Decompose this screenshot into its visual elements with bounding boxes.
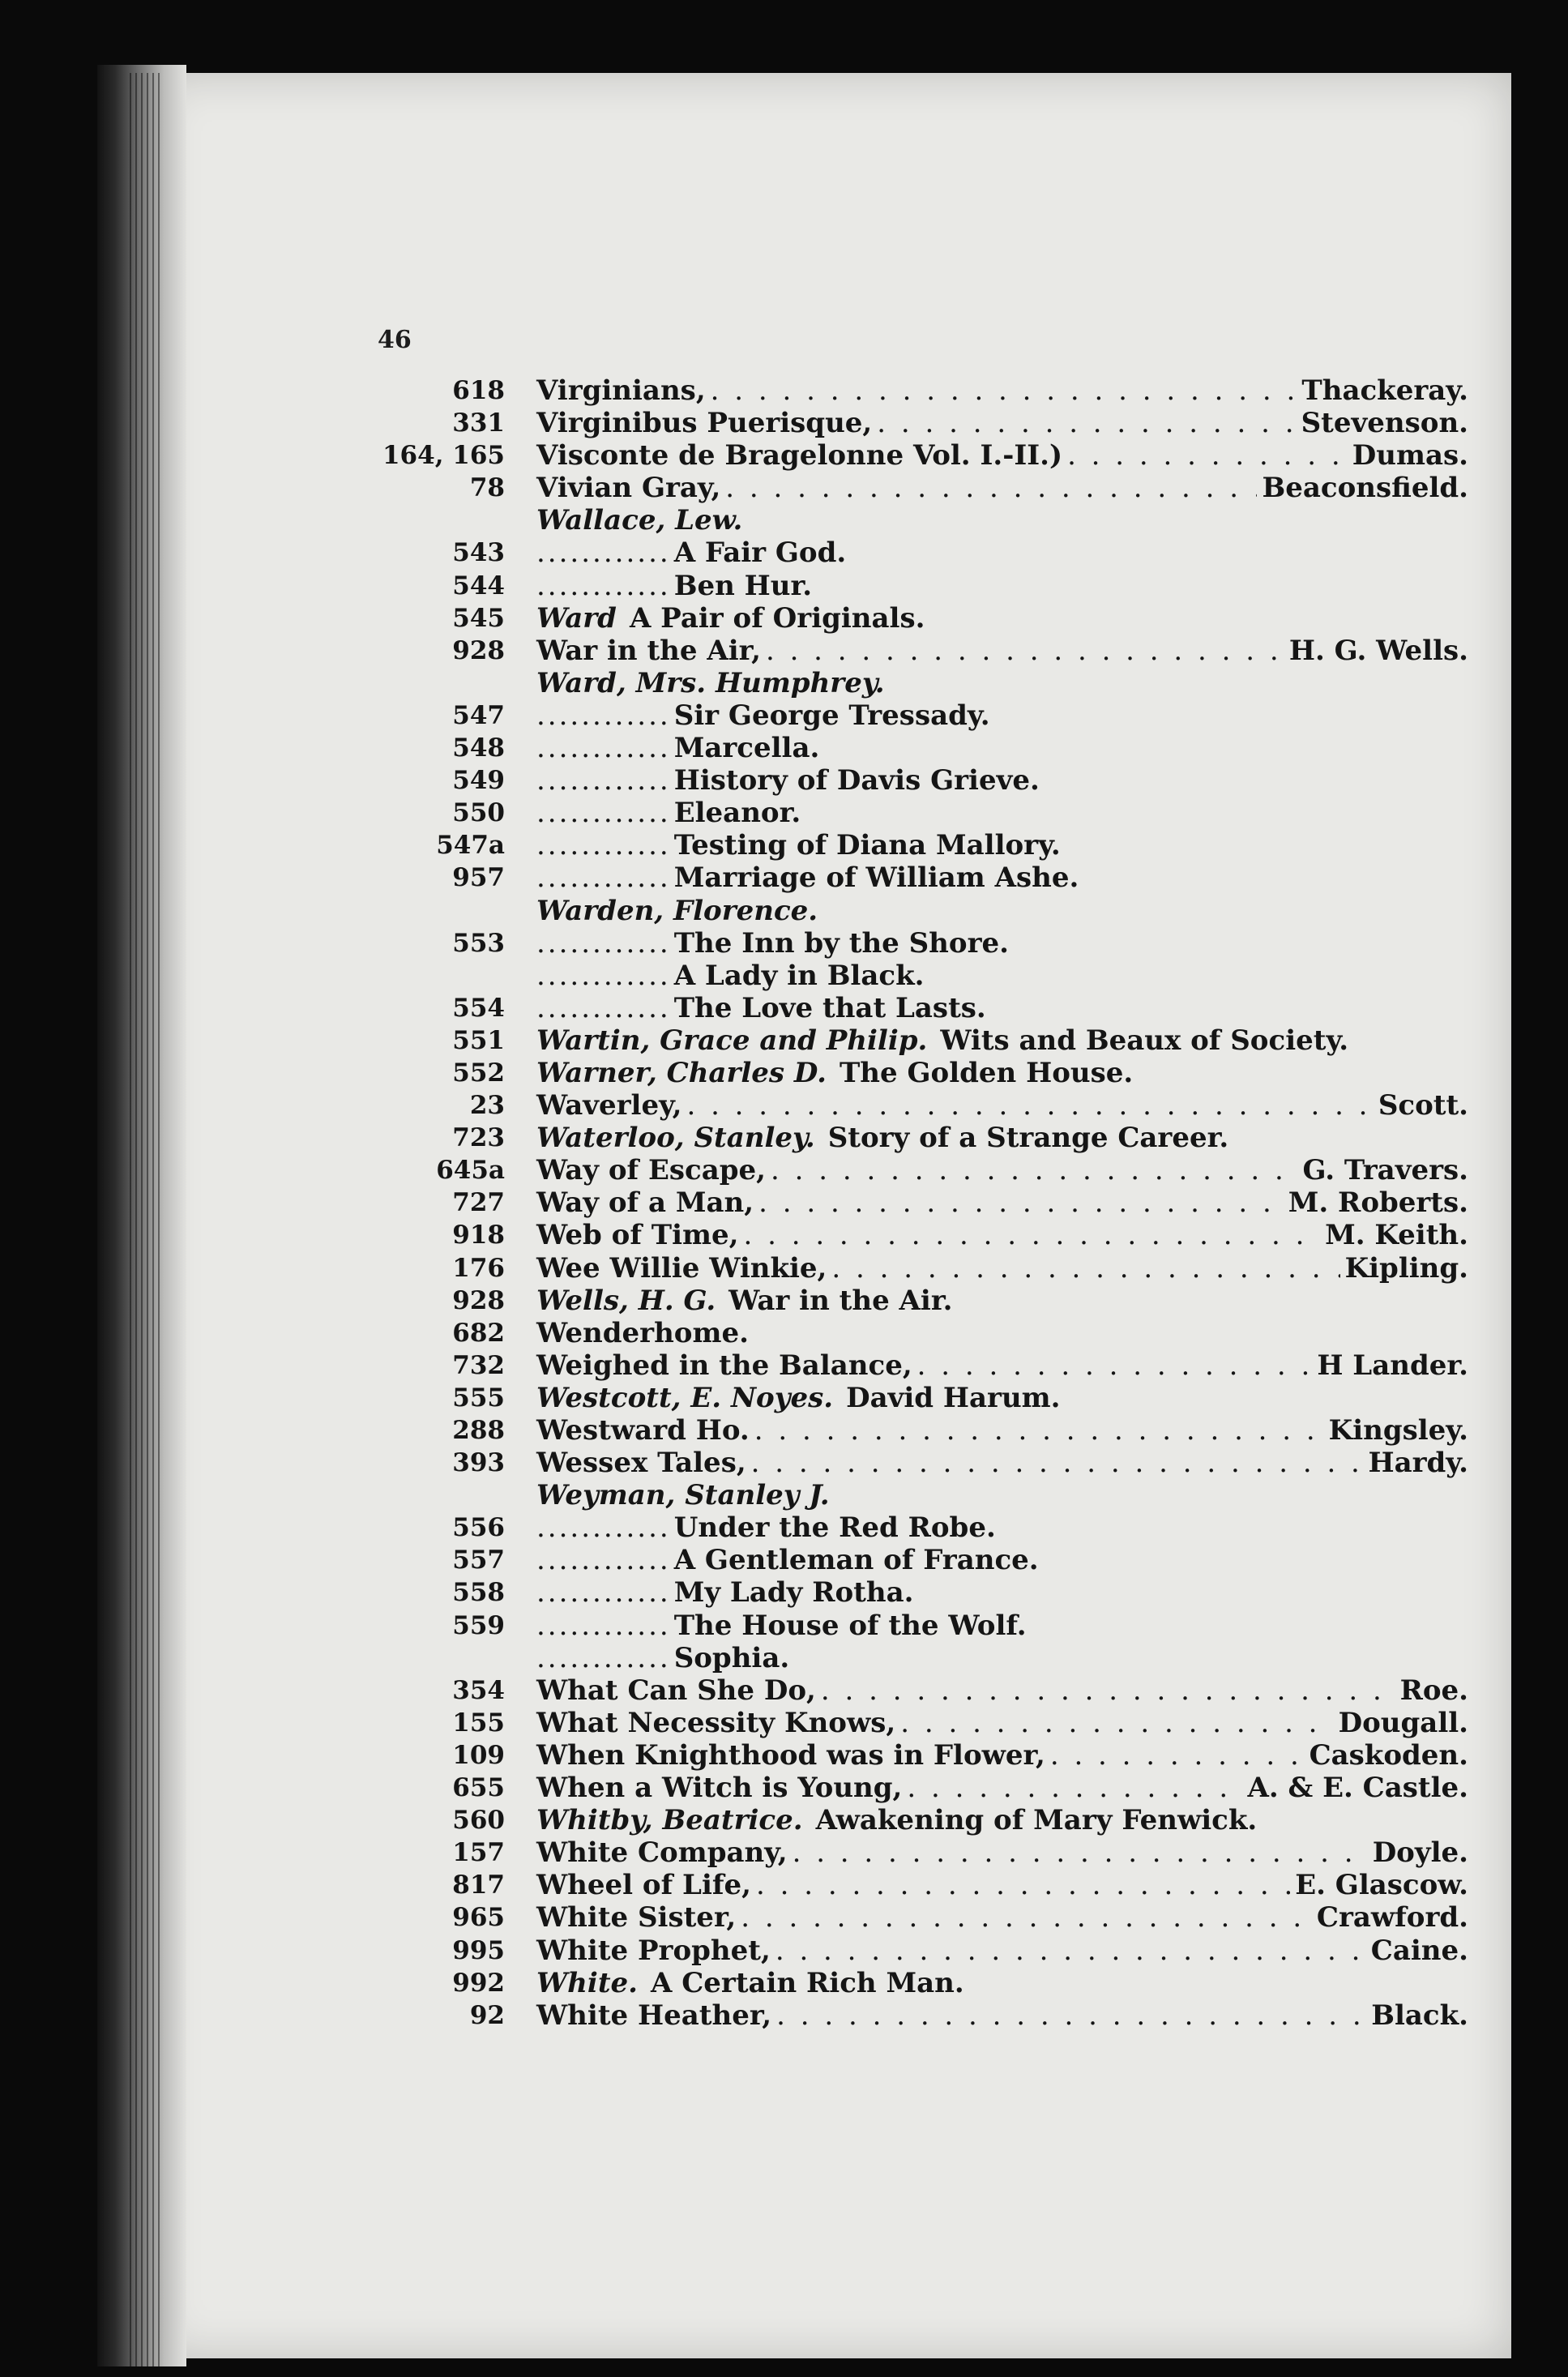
catalog-entry <box>0 1610 1568 1642</box>
ditto-leader: ............ <box>536 797 671 830</box>
entry-content <box>536 1707 1468 1739</box>
entry-title: Westward Ho. <box>536 1414 750 1447</box>
catalog-number: 559 <box>452 1610 505 1640</box>
ditto-leader: ............ <box>536 1511 671 1545</box>
entry-author: Weyman, Stanley J. <box>536 1479 830 1512</box>
catalog-number: 109 <box>452 1740 505 1770</box>
entry-content <box>536 439 1468 472</box>
catalog-number: 549 <box>452 766 505 796</box>
ditto-leader: ............ <box>536 926 671 960</box>
dot-leader <box>771 1154 1297 1186</box>
catalog-number: 995 <box>452 1935 505 1965</box>
entry-byline: E. Glascow. <box>1295 1869 1468 1902</box>
entry-content <box>536 1869 1468 1901</box>
catalog-number: 331 <box>452 408 505 438</box>
entry-content <box>536 1219 1468 1251</box>
catalog-number: 544 <box>452 571 505 601</box>
catalog-entry <box>0 927 1568 960</box>
catalog-entry <box>0 699 1568 732</box>
dot-leader <box>754 1414 1324 1447</box>
catalog-entry <box>0 1869 1568 1901</box>
entry-author: White. <box>536 1966 638 1999</box>
entry-content <box>536 732 1468 764</box>
dot-leader <box>758 1186 1284 1219</box>
entry-byline: Black. <box>1371 1999 1468 2032</box>
entry-byline: Scott. <box>1378 1089 1468 1122</box>
entry-author: Warden, Florence. <box>536 894 818 927</box>
entry-content <box>536 472 1468 504</box>
catalog-entry <box>0 439 1568 472</box>
entry-title: David Harum. <box>846 1381 1061 1414</box>
entry-content <box>536 1447 1468 1479</box>
entry-title: A Pair of Originals. <box>629 601 925 635</box>
entry-content <box>536 537 1468 569</box>
ditto-leader: ............ <box>536 1576 671 1610</box>
catalog-entry <box>0 1122 1568 1154</box>
entry-title: Waverley, <box>536 1089 682 1122</box>
catalog-entry <box>0 1739 1568 1772</box>
catalog-entry <box>0 960 1568 992</box>
entry-content <box>536 1285 1468 1317</box>
dot-leader <box>793 1836 1368 1869</box>
entry-byline: Hardy. <box>1368 1447 1468 1480</box>
entry-title: White Prophet, <box>536 1934 771 1967</box>
catalog-entry <box>0 635 1568 667</box>
catalog-entry <box>0 1089 1568 1122</box>
entry-title: Sir George Tressady. <box>673 699 990 732</box>
entry-byline: M. Roberts. <box>1288 1186 1468 1220</box>
dot-leader <box>1050 1739 1305 1772</box>
catalog-number: 928 <box>452 1285 505 1315</box>
catalog-entry <box>0 374 1568 407</box>
entry-content <box>536 1901 1468 1934</box>
entry-content <box>536 1382 1468 1414</box>
ditto-leader: ............ <box>536 959 671 992</box>
entry-title: What Necessity Knows, <box>536 1706 896 1739</box>
ditto-leader: ............ <box>536 829 671 862</box>
catalog-entry <box>0 1674 1568 1707</box>
entry-byline: Caine. <box>1370 1934 1468 1967</box>
catalog-entry <box>0 1642 1568 1674</box>
entry-byline: Dumas. <box>1352 439 1468 472</box>
catalog-number: 176 <box>452 1253 505 1283</box>
entry-content <box>536 1967 1468 1999</box>
catalog-entry <box>0 1252 1568 1285</box>
entry-title: Virginians, <box>536 374 706 407</box>
entry-title: Awakening of Mary Fenwick. <box>815 1804 1258 1837</box>
catalog-number: 551 <box>452 1025 505 1055</box>
catalog-number: 23 <box>469 1091 505 1121</box>
catalog-entry <box>0 764 1568 797</box>
dot-leader <box>907 1772 1242 1804</box>
entry-title: Way of a Man, <box>536 1186 754 1220</box>
catalog-number: 547 <box>452 700 505 730</box>
dot-leader <box>743 1219 1320 1251</box>
entry-title: Wits and Beaux of Society. <box>940 1024 1349 1057</box>
ditto-leader: ............ <box>536 699 671 732</box>
catalog-number: 992 <box>452 1968 505 1998</box>
catalog-entry <box>0 895 1568 927</box>
entry-title: The Love that Lasts. <box>673 991 986 1024</box>
catalog-entry <box>0 1382 1568 1414</box>
catalog-number: 155 <box>452 1708 505 1738</box>
entry-content <box>536 764 1468 797</box>
entry-title: Marriage of William Ashe. <box>673 861 1079 895</box>
entry-title: When Knighthood was in Flower, <box>536 1738 1045 1772</box>
entry-byline: Dougall. <box>1338 1706 1468 1739</box>
catalog-number: 928 <box>452 635 505 665</box>
catalog-number: 557 <box>452 1545 505 1575</box>
catalog-number: 543 <box>452 538 505 568</box>
ditto-leader: ............ <box>536 764 671 797</box>
catalog-entry <box>0 732 1568 764</box>
catalog-number: 918 <box>452 1221 505 1250</box>
entry-author: Ward <box>536 601 617 635</box>
entry-title: A Certain Rich Man. <box>651 1966 964 1999</box>
catalog-number: 727 <box>452 1188 505 1218</box>
catalog-entry <box>0 1414 1568 1447</box>
catalog-entry <box>0 1024 1568 1057</box>
catalog-number: 618 <box>452 376 505 405</box>
catalog-entry <box>0 1219 1568 1251</box>
entry-title: A Lady in Black. <box>673 959 925 992</box>
entry-title: Sophia. <box>673 1641 790 1674</box>
entry-content <box>536 960 1468 992</box>
entry-content <box>536 1999 1468 2032</box>
entry-title: What Can She Do, <box>536 1674 816 1707</box>
ditto-leader: ............ <box>536 569 671 602</box>
entry-content <box>536 1772 1468 1804</box>
entry-content <box>536 861 1468 894</box>
catalog-number: 92 <box>469 2000 505 2030</box>
entry-byline: Kingsley. <box>1328 1414 1468 1447</box>
entry-content <box>536 1610 1468 1642</box>
catalog-entry <box>0 1447 1568 1479</box>
catalog-entry <box>0 1804 1568 1836</box>
catalog-listing <box>0 374 1568 2032</box>
dot-leader <box>917 1349 1313 1382</box>
entry-author: Warner, Charles D. <box>536 1056 827 1089</box>
entry-byline: Caskoden. <box>1309 1738 1468 1772</box>
catalog-entry <box>0 797 1568 829</box>
catalog-entry <box>0 667 1568 699</box>
catalog-number: 552 <box>452 1058 505 1088</box>
entry-content <box>536 602 1468 635</box>
catalog-number: 164, 165 <box>382 441 505 471</box>
dot-leader <box>1067 439 1348 472</box>
catalog-number: 560 <box>452 1806 505 1836</box>
catalog-number: 554 <box>452 993 505 1023</box>
catalog-entry <box>0 472 1568 504</box>
catalog-number: 655 <box>452 1773 505 1803</box>
catalog-number: 288 <box>452 1416 505 1445</box>
entry-content <box>536 1674 1468 1707</box>
entry-title: Marcella. <box>673 732 820 765</box>
entry-content <box>536 1414 1468 1447</box>
catalog-entry <box>0 1836 1568 1869</box>
entry-title: Testing of Diana Mallory. <box>673 829 1061 862</box>
entry-content <box>536 829 1468 861</box>
catalog-entry <box>0 1999 1568 2032</box>
ditto-leader: ............ <box>536 537 671 570</box>
entry-byline: Doyle. <box>1372 1836 1468 1870</box>
catalog-entry <box>0 407 1568 439</box>
dot-leader <box>751 1447 1364 1479</box>
entry-title: A Fair God. <box>673 537 847 570</box>
ditto-leader: ............ <box>536 1641 671 1674</box>
entry-content <box>536 635 1468 667</box>
entry-title: The House of the Wolf. <box>673 1609 1027 1642</box>
entry-title: Eleanor. <box>673 797 801 830</box>
catalog-entry <box>0 1186 1568 1219</box>
dot-leader <box>877 407 1296 439</box>
catalog-number: 965 <box>452 1903 505 1933</box>
entry-title: Web of Time, <box>536 1219 739 1252</box>
entry-author: Wartin, Grace and Philip. <box>536 1024 928 1057</box>
entry-content <box>536 895 1468 927</box>
catalog-number: 817 <box>452 1870 505 1900</box>
entry-content <box>536 1252 1468 1285</box>
entry-byline: Stevenson. <box>1301 407 1468 440</box>
entry-content <box>536 797 1468 829</box>
dot-leader <box>711 374 1297 407</box>
entry-content <box>536 667 1468 699</box>
entry-title: My Lady Rotha. <box>673 1576 914 1610</box>
ditto-leader: ............ <box>536 991 671 1024</box>
catalog-entry <box>0 1479 1568 1511</box>
page-number: 46 <box>378 326 412 354</box>
entry-title: The Golden House. <box>840 1056 1134 1089</box>
dot-leader <box>900 1707 1333 1739</box>
entry-title: Wessex Tales, <box>536 1447 746 1480</box>
entry-byline: Beaconsfield. <box>1262 472 1468 505</box>
entry-title: Wenderhome. <box>536 1316 749 1349</box>
dot-leader <box>725 472 1257 504</box>
entry-content <box>536 570 1468 602</box>
catalog-number: 354 <box>452 1675 505 1705</box>
entry-title: White Company, <box>536 1836 788 1870</box>
entry-title: Vivian Gray, <box>536 472 721 505</box>
entry-title: Story of a Strange Career. <box>827 1122 1229 1155</box>
entry-content <box>536 1576 1468 1609</box>
catalog-entry <box>0 570 1568 602</box>
catalog-number: 645a <box>436 1156 505 1186</box>
entry-content <box>536 1186 1468 1219</box>
catalog-entry <box>0 1772 1568 1804</box>
entry-title: Wheel of Life, <box>536 1869 751 1902</box>
dot-leader <box>741 1901 1312 1934</box>
catalog-entry <box>0 1707 1568 1739</box>
entry-content <box>536 1089 1468 1122</box>
catalog-number: 78 <box>469 473 505 503</box>
entry-content <box>536 1349 1468 1382</box>
entry-content <box>536 1479 1468 1511</box>
entry-title: A Gentleman of France. <box>673 1544 1039 1577</box>
entry-content <box>536 504 1468 537</box>
entry-content <box>536 1935 1468 1967</box>
catalog-entry <box>0 992 1568 1024</box>
dot-leader <box>775 1935 1366 1967</box>
entry-content <box>536 1511 1468 1544</box>
entry-title: Under the Red Robe. <box>673 1511 996 1545</box>
entry-content <box>536 1154 1468 1186</box>
entry-byline: H. G. Wells. <box>1288 634 1468 667</box>
dot-leader <box>766 635 1284 667</box>
dot-leader <box>776 1999 1366 2032</box>
entry-byline: A. & E. Castle. <box>1247 1772 1468 1805</box>
entry-content <box>536 1836 1468 1869</box>
catalog-number: 732 <box>452 1350 505 1380</box>
entry-title: War in the Air. <box>728 1284 953 1317</box>
entry-content <box>536 407 1468 439</box>
entry-title: The Inn by the Shore. <box>673 926 1009 960</box>
catalog-entry <box>0 1901 1568 1934</box>
entry-author: Wells, H. G. <box>536 1284 716 1317</box>
catalog-number: 555 <box>452 1383 505 1413</box>
entry-byline: Kipling. <box>1344 1251 1468 1285</box>
catalog-entry <box>0 861 1568 894</box>
entry-content <box>536 1642 1468 1674</box>
catalog-entry <box>0 1317 1568 1349</box>
catalog-number: 157 <box>452 1838 505 1868</box>
ditto-leader: ............ <box>536 861 671 895</box>
catalog-entry <box>0 1544 1568 1576</box>
catalog-entry <box>0 1154 1568 1186</box>
catalog-entry <box>0 1285 1568 1317</box>
entry-content <box>536 374 1468 407</box>
catalog-entry <box>0 1576 1568 1609</box>
catalog-number: 556 <box>452 1513 505 1543</box>
entry-author: Wallace, Lew. <box>536 504 743 537</box>
dot-leader <box>686 1089 1373 1122</box>
catalog-number: 553 <box>452 928 505 958</box>
entry-content <box>536 1057 1468 1089</box>
entry-title: When a Witch is Young, <box>536 1772 903 1805</box>
entry-byline: Thackeray. <box>1301 374 1468 407</box>
entry-content <box>536 1544 1468 1576</box>
entry-byline: G. Travers. <box>1302 1154 1468 1187</box>
dot-leader <box>756 1869 1290 1901</box>
entry-title: White Heather, <box>536 1999 772 2032</box>
catalog-number: 393 <box>452 1448 505 1478</box>
catalog-entry <box>0 829 1568 861</box>
ditto-leader: ............ <box>536 1544 671 1577</box>
entry-author: Whitby, Beatrice. <box>536 1804 803 1837</box>
entry-byline: Roe. <box>1399 1674 1468 1707</box>
entry-content <box>536 699 1468 732</box>
catalog-number: 547a <box>436 831 505 861</box>
entry-byline: M. Keith. <box>1325 1219 1468 1252</box>
entry-title: War in the Air, <box>536 634 761 667</box>
entry-title: White Sister, <box>536 1901 737 1935</box>
entry-byline: H Lander. <box>1317 1349 1468 1382</box>
catalog-entry <box>0 537 1568 569</box>
entry-title: Ben Hur. <box>673 569 813 602</box>
ditto-leader: ............ <box>536 732 671 765</box>
entry-content <box>536 1804 1468 1836</box>
catalog-entry <box>0 1511 1568 1544</box>
catalog-entry <box>0 1967 1568 1999</box>
dot-leader <box>821 1674 1395 1707</box>
catalog-number: 550 <box>452 798 505 828</box>
catalog-entry <box>0 1935 1568 1967</box>
catalog-number: 548 <box>452 733 505 763</box>
entry-title: Visconte de Bragelonne Vol. I.-II.) <box>536 439 1063 472</box>
entry-title: Weighed in the Balance, <box>536 1349 912 1382</box>
entry-author: Westcott, E. Noyes. <box>536 1381 834 1414</box>
entry-content <box>536 992 1468 1024</box>
catalog-number: 723 <box>452 1123 505 1153</box>
entry-title: History of Davis Grieve. <box>673 764 1040 797</box>
ditto-leader: ............ <box>536 1609 671 1642</box>
entry-title: Way of Escape, <box>536 1154 767 1187</box>
catalog-entry <box>0 602 1568 635</box>
catalog-entry <box>0 504 1568 537</box>
entry-author: Ward, Mrs. Humphrey. <box>536 666 885 699</box>
entry-title: Wee Willie Winkie, <box>536 1251 827 1285</box>
entry-content <box>536 1317 1468 1349</box>
entry-author: Waterloo, Stanley. <box>536 1122 815 1155</box>
entry-content <box>536 1739 1468 1772</box>
entry-content <box>536 1122 1468 1154</box>
entry-content <box>536 1024 1468 1057</box>
catalog-number: 558 <box>452 1578 505 1608</box>
entry-byline: Crawford. <box>1316 1901 1468 1935</box>
catalog-number: 545 <box>452 603 505 633</box>
catalog-entry <box>0 1349 1568 1382</box>
catalog-number: 957 <box>452 863 505 893</box>
entry-title: Virginibus Puerisque, <box>536 407 873 440</box>
dot-leader <box>831 1252 1339 1285</box>
entry-content <box>536 927 1468 960</box>
catalog-number: 682 <box>452 1318 505 1348</box>
catalog-entry <box>0 1057 1568 1089</box>
